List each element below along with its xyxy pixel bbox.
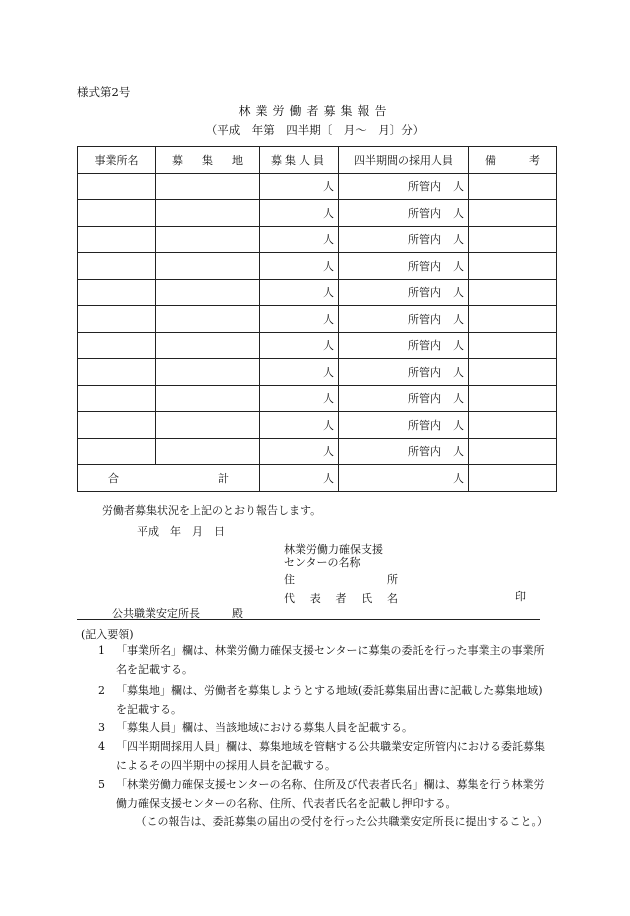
note-number: 3 [98, 721, 105, 734]
header-recruit-area [156, 147, 260, 174]
notes-heading: (記入要領) [81, 628, 134, 641]
rep-char: 代 [284, 592, 295, 605]
total-hires: 人 [339, 465, 469, 492]
office-name-cell[interactable] [78, 306, 156, 333]
header-remarks [469, 147, 557, 174]
header-recruit-count: 募集人員 [260, 147, 339, 174]
jurisdiction-label: 所管内 [408, 339, 441, 353]
jurisdiction-unit: 人 [453, 339, 464, 353]
rep-char: 者 [335, 592, 347, 605]
note-text: 「四半期間採用人員」欄は、募集地域を管轄する公共職業安定所管内における委託募集によるその四半期中の採用人員を記載する。 [116, 740, 545, 772]
note-number: 2 [98, 684, 105, 697]
office-name-cell[interactable] [78, 385, 156, 412]
remarks-cell[interactable] [469, 226, 557, 253]
quarter-hires-cell[interactable] [339, 200, 469, 227]
quarter-hires-cell[interactable] [339, 253, 469, 280]
remarks-cell[interactable] [469, 306, 557, 333]
remarks-cell[interactable] [469, 173, 557, 200]
jurisdiction-unit: 人 [453, 206, 464, 220]
note-item [98, 737, 552, 775]
date-line: 平成 年 月 日 [137, 525, 225, 538]
recruit-count-cell[interactable]: 人 [260, 332, 339, 359]
recruit-area-cell[interactable] [156, 279, 260, 306]
office-name-cell[interactable] [78, 173, 156, 200]
recruit-count-cell[interactable]: 人 [260, 200, 339, 227]
quarter-hires-cell[interactable] [339, 306, 469, 333]
recruit-count-cell[interactable]: 人 [260, 253, 339, 280]
table-row [78, 438, 557, 465]
table-row [78, 226, 557, 253]
note-item [98, 641, 552, 679]
quarter-hires-cell[interactable] [339, 359, 469, 386]
jurisdiction-unit: 人 [453, 445, 464, 459]
note-number: 1 [98, 644, 105, 657]
office-name-cell[interactable] [78, 253, 156, 280]
total-remarks [469, 465, 557, 492]
office-name-cell[interactable] [78, 200, 156, 227]
jurisdiction-unit: 人 [453, 312, 464, 326]
address-label-char1: 住 [284, 573, 295, 586]
jurisdiction-unit: 人 [453, 180, 464, 194]
recruit-area-cell[interactable] [156, 200, 260, 227]
total-row [78, 465, 557, 492]
recruit-area-cell[interactable] [156, 226, 260, 253]
center-name-label-2: センターの名称 [284, 556, 361, 569]
total-label-char2: 計 [218, 471, 229, 485]
header-recruit-area-char1: 募 [172, 153, 183, 167]
note-number: 4 [98, 740, 105, 753]
jurisdiction-label: 所管内 [408, 259, 441, 273]
quarter-hires-cell[interactable] [339, 226, 469, 253]
table-row [78, 279, 557, 306]
quarter-hires-cell[interactable] [339, 279, 469, 306]
jurisdiction-unit: 人 [453, 365, 464, 379]
recruit-count-cell[interactable]: 人 [260, 279, 339, 306]
office-name-cell[interactable] [78, 332, 156, 359]
recruit-area-cell[interactable] [156, 385, 260, 412]
jurisdiction-label: 所管内 [408, 180, 441, 194]
header-remarks-char1: 備 [485, 153, 496, 167]
quarter-hires-cell[interactable] [339, 173, 469, 200]
note-item [98, 718, 552, 737]
address-label-char2: 所 [387, 573, 398, 586]
note-text: 「募集人員」欄は、当該地域における募集人員を記載する。 [116, 721, 413, 734]
seal-mark: 印 [515, 590, 526, 603]
remarks-cell[interactable] [469, 438, 557, 465]
note-number: 5 [98, 778, 105, 791]
table-row [78, 200, 557, 227]
recruit-count-cell[interactable]: 人 [260, 359, 339, 386]
quarter-hires-cell[interactable] [339, 385, 469, 412]
recruit-area-cell[interactable] [156, 359, 260, 386]
jurisdiction-label: 所管内 [408, 365, 441, 379]
recruit-count-cell[interactable]: 人 [260, 226, 339, 253]
note-text: 「募集地」欄は、労働者を募集しようとする地域(委託募集届出書に記載した募集地域)を記載する。 [116, 684, 543, 716]
office-name-cell[interactable] [78, 412, 156, 439]
table-row [78, 385, 557, 412]
center-name-label-1: 林業労働力確保支援 [284, 543, 383, 556]
header-office-name: 事業所名 [78, 147, 156, 174]
addressee-rule [77, 619, 540, 620]
table-body [78, 173, 557, 465]
recruit-area-cell[interactable] [156, 332, 260, 359]
address-label [284, 571, 398, 587]
jurisdiction-label: 所管内 [408, 445, 441, 459]
table-row [78, 306, 557, 333]
recruit-count-cell[interactable]: 人 [260, 173, 339, 200]
representative-label [284, 590, 398, 606]
remarks-cell[interactable] [469, 332, 557, 359]
office-name-cell[interactable] [78, 226, 156, 253]
note-text: 「事業所名」欄は、林業労働力確保支援センターに募集の委託を行った事業主の事業所名を記載する。 [116, 644, 545, 676]
table-row [78, 359, 557, 386]
total-label-cell [78, 465, 260, 492]
office-name-cell[interactable] [78, 438, 156, 465]
jurisdiction-label: 所管内 [408, 392, 441, 406]
jurisdiction-unit: 人 [453, 392, 464, 406]
office-name-cell[interactable] [78, 359, 156, 386]
remarks-cell[interactable] [469, 359, 557, 386]
table-row [78, 332, 557, 359]
jurisdiction-unit: 人 [453, 418, 464, 432]
submission-note: （この報告は、委託募集の届出の受付を行った公共職業安定所長に提出すること。） [135, 815, 548, 828]
jurisdiction-label: 所管内 [408, 233, 441, 247]
report-statement: 労働者募集状況を上記のとおり報告します。 [102, 504, 322, 517]
header-recruit-area-char2: 集 [202, 153, 213, 167]
total-recruit-count: 人 [260, 465, 339, 492]
recruit-area-cell[interactable] [156, 253, 260, 280]
recruit-count-cell[interactable]: 人 [260, 306, 339, 333]
remarks-cell[interactable] [469, 279, 557, 306]
remarks-cell[interactable] [469, 412, 557, 439]
total-label-char1: 合 [108, 471, 119, 485]
recruit-count-cell[interactable]: 人 [260, 412, 339, 439]
jurisdiction-label: 所管内 [408, 206, 441, 220]
remarks-cell[interactable] [469, 200, 557, 227]
addressee-honorific: 殿 [232, 607, 243, 620]
table-row [78, 173, 557, 200]
header-remarks-char2: 考 [529, 153, 540, 167]
recruit-area-cell[interactable] [156, 412, 260, 439]
office-name-cell[interactable] [78, 279, 156, 306]
report-period: （平成 年第 四半期〔 月～ 月〕分） [205, 123, 425, 137]
remarks-cell[interactable] [469, 253, 557, 280]
header-recruit-area-char3: 地 [232, 153, 243, 167]
note-text: 「林業労働力確保支援センターの名称、住所及び代表者氏名」欄は、募集を行う林業労働力確保支援センターの名称、住所、代表者氏名を記載し押印する。 [116, 778, 545, 810]
rep-char: 名 [387, 592, 398, 605]
recruit-count-cell[interactable]: 人 [260, 385, 339, 412]
note-item [98, 775, 552, 813]
rep-char: 表 [309, 592, 321, 605]
report-table [77, 146, 557, 492]
quarter-hires-cell[interactable] [339, 438, 469, 465]
jurisdiction-label: 所管内 [408, 418, 441, 432]
remarks-cell[interactable] [469, 385, 557, 412]
jurisdiction-unit: 人 [453, 233, 464, 247]
recruit-area-cell[interactable] [156, 306, 260, 333]
form-number: 様式第2号 [77, 85, 131, 99]
addressee-title: 公共職業安定所長 [112, 607, 200, 620]
quarter-hires-cell[interactable] [339, 412, 469, 439]
jurisdiction-unit: 人 [453, 259, 464, 273]
header-quarter-hires: 四半期間の採用人員 [339, 147, 469, 174]
jurisdiction-label: 所管内 [408, 312, 441, 326]
note-item [98, 681, 552, 719]
jurisdiction-label: 所管内 [408, 286, 441, 300]
recruit-count-cell[interactable]: 人 [260, 438, 339, 465]
jurisdiction-unit: 人 [453, 286, 464, 300]
table-row [78, 253, 557, 280]
quarter-hires-cell[interactable] [339, 332, 469, 359]
table-header-row [78, 147, 557, 174]
recruit-area-cell[interactable] [156, 438, 260, 465]
recruit-area-cell[interactable] [156, 173, 260, 200]
rep-char: 氏 [361, 592, 373, 605]
table-row [78, 412, 557, 439]
page-title: 林業労働者募集報告 [238, 104, 392, 118]
